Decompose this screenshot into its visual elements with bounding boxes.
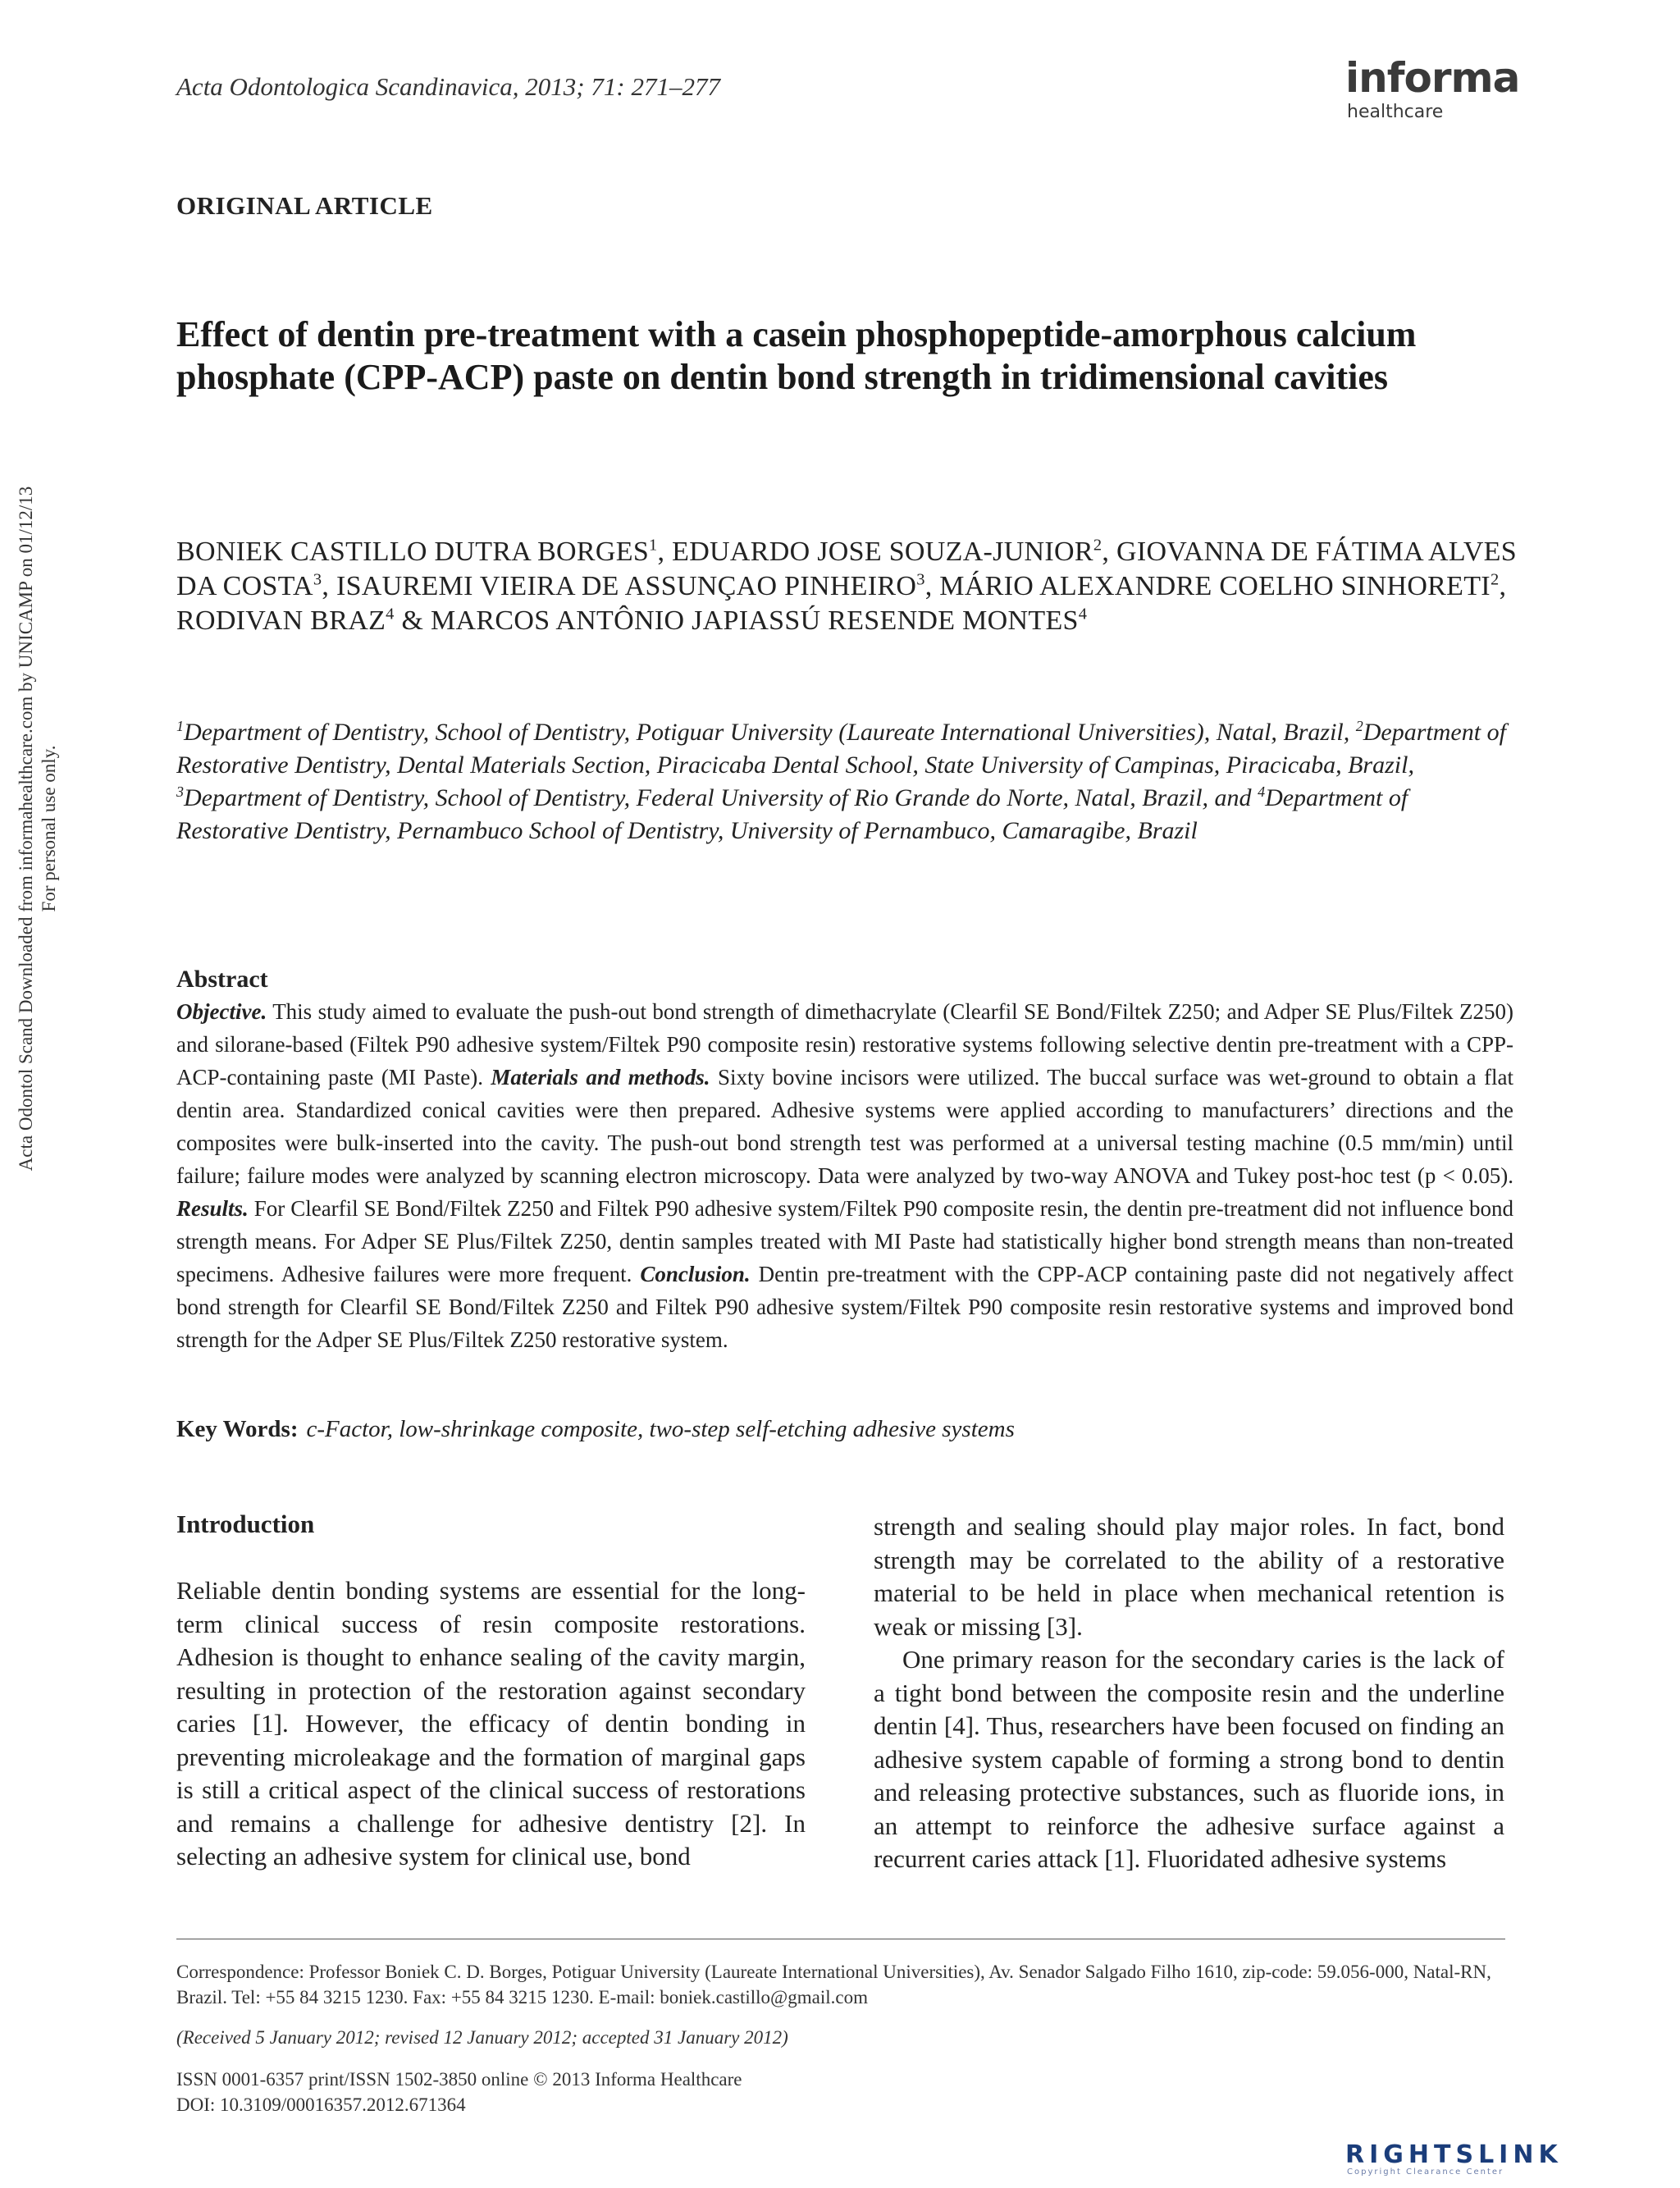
journal-reference: Acta Odontologica Scandinavica, 2013; 71: 271–277 bbox=[176, 72, 720, 101]
keywords bbox=[176, 1416, 1015, 1443]
left-column bbox=[176, 1574, 806, 1874]
author-affil-marker: 2 bbox=[1093, 536, 1102, 555]
author-name: , GIOVANNA DE FÁTIMA ALVES DA COSTA bbox=[176, 537, 1517, 601]
author-name: , RODIVAN BRAZ bbox=[176, 571, 1507, 636]
author-name: , EDUARDO JOSE SOUZA-JUNIOR bbox=[657, 537, 1093, 567]
abstract-methods-label: Materials and methods. bbox=[491, 1065, 710, 1089]
author-affil-marker: 3 bbox=[313, 570, 322, 589]
affiliation-text: Department of Dentistry, School of Dentistry, Potiguar University (Laureate International Universities), Natal, Brazil, bbox=[184, 719, 1356, 746]
abstract-methods: Sixty bovine incisors were utilized. The buccal surface was wet-ground to obtain a flat dentin area. Standardized conical cavities were then prepared. Adhesive systems were applied according to manufacturers’ directions and the composites were bulk-inserted into the cavity. The push-out bond strength test was performed at a universal testing machine (0.5 mm/min) until failure; failure modes were analyzed by scanning electron microscopy. Data were analyzed by two-way ANOVA and Tukey post-hoc test (p < 0.05). bbox=[176, 1065, 1514, 1188]
author-affil-marker: 2 bbox=[1490, 570, 1500, 589]
author-name: , ISAUREMI VIEIRA DE ASSUNÇAO PINHEIRO bbox=[322, 571, 917, 601]
author-name: , MÁRIO ALEXANDRE COELHO SINHORETI bbox=[924, 571, 1491, 601]
rightslink-logo[interactable] bbox=[1345, 2140, 1563, 2177]
abstract-heading: Abstract bbox=[176, 966, 268, 993]
affil-marker: 2 bbox=[1355, 718, 1363, 734]
received-dates: (Received 5 January 2012; revised 12 January 2012; accepted 31 January 2012) bbox=[176, 2027, 788, 2048]
logo-main-text: informa bbox=[1345, 54, 1520, 102]
doi-line: DOI: 10.3109/00016357.2012.671364 bbox=[176, 2094, 466, 2115]
rightslink-main-text: RIGHTSLINK bbox=[1345, 2140, 1563, 2169]
right-column bbox=[874, 1510, 1504, 1876]
issn-line: ISSN 0001-6357 print/ISSN 1502-3850 online © 2013 Informa Healthcare bbox=[176, 2069, 742, 2090]
intro-paragraph: strength and sealing should play major roles. In fact, bond strength may be correlated to the ability of a restorative material to be held in place when mechanical retention is weak or missing [3]. bbox=[874, 1512, 1504, 1641]
abstract-objective: This study aimed to evaluate the push-out bond strength of dimethacrylate (Clearfil SE Bond/Filtek Z250; and Adper SE Plus/Filtek Z250) and silorane-based (Filtek P90 adhesive system/Filtek P90 composite resin) restorative systems following selective dentin pre-treatment with a CPP-ACP-containing paste (MI Paste). bbox=[176, 999, 1513, 1089]
download-watermark bbox=[15, 164, 61, 1493]
affiliation-text: Department of Dentistry, School of Dentistry, Federal University of Rio Grande do Norte, Natal, Brazil, and bbox=[184, 784, 1258, 811]
intro-paragraph: One primary reason for the secondary caries is the lack of a tight bond between the composite resin and the underline dentin [4]. Thus, researchers have been focused on finding an adhesive system capable of forming a strong bond to dentin and releasing protective substances, such as fluoride ions, in an attempt to reinforce the adhesive surface against a recurrent caries attack [1]. Fluoridated adhesive systems bbox=[874, 1645, 1504, 1873]
abstract-results-label: Results. bbox=[176, 1196, 249, 1221]
abstract-body bbox=[176, 995, 1513, 1356]
affil-marker: 1 bbox=[176, 718, 184, 734]
affiliation-text: Department of Restorative Dentistry, Dental Materials Section, Piracicaba Dental School, State University of Campinas, Piracicaba, Brazil, bbox=[176, 719, 1506, 779]
introduction-heading: Introduction bbox=[176, 1510, 315, 1538]
watermark-line: Acta Odontol Scand Downloaded from informahealthcare.com by UNICAMP on 01/12/13 bbox=[16, 486, 36, 1172]
author-affil-marker: 4 bbox=[1078, 605, 1088, 624]
abstract-conclusion-label: Conclusion. bbox=[640, 1262, 751, 1286]
author-affil-marker: 1 bbox=[649, 536, 658, 555]
abstract-results: For Clearfil SE Bond/Filtek Z250 and Filtek P90 adhesive system/Filtek P90 composite resin, the dentin pre-treatment did not influence bond strength means. For Adper SE Plus/Filtek Z250, dentin samples treated with MI Paste had statistically higher bond strength means than non-treated specimens. Adhesive failures were more frequent. bbox=[176, 1196, 1513, 1286]
author-name: & MARCOS ANTÔNIO JAPIASSÚ RESENDE MONTES bbox=[394, 605, 1079, 636]
logo-sub-text: healthcare bbox=[1347, 102, 1444, 122]
publication-info bbox=[176, 2067, 742, 2117]
rightslink-sub-text: Copyright Clearance Center bbox=[1347, 2167, 1504, 2177]
article-type: ORIGINAL ARTICLE bbox=[176, 191, 433, 220]
author-affil-marker: 3 bbox=[916, 570, 925, 589]
correspondence-note: Correspondence: Professor Boniek C. D. Borges, Potiguar University (Laureate International Universities), Av. Senador Salgado Filho 1610, zip-code: 59.056-000, Natal-RN, Brazil. Tel: +55 84 3215 1230. Fax: +55 84 3215 1230. E-mail: boniek.castillo@gmail.com bbox=[176, 1962, 1491, 2008]
intro-paragraph: Reliable dentin bonding systems are essential for the long-term clinical success of resin composite restorations. Adhesion is thought to enhance sealing of the cavity margin, resulting in protection of the restoration against secondary caries [1]. However, the efficacy of dentin bonding in preventing microleakage and the formation of marginal gaps is still a critical aspect of the clinical success of restorations and remains a challenge for adhesive dentistry [2]. In selecting an adhesive system for clinical use, bond bbox=[176, 1576, 806, 1871]
publisher-logo bbox=[1345, 54, 1520, 122]
affil-marker: 3 bbox=[176, 783, 184, 800]
affiliation-text: Department of Restorative Dentistry, Pernambuco School of Dentistry, University of Pernambuco, Camaragibe, Brazil bbox=[176, 784, 1408, 844]
author-name: BONIEK CASTILLO DUTRA BORGES bbox=[176, 537, 650, 567]
keywords-text: c-Factor, low-shrinkage composite, two-step self-etching adhesive systems bbox=[306, 1416, 1015, 1442]
author-affil-marker: 4 bbox=[386, 605, 395, 624]
watermark-line: For personal use only. bbox=[39, 745, 59, 912]
affiliations bbox=[176, 716, 1522, 847]
affil-marker: 4 bbox=[1258, 783, 1266, 800]
abstract-conclusion: Dentin pre-treatment with the CPP-ACP containing paste did not negatively affect bond strength for Clearfil SE Bond/Filtek Z250 and Filtek P90 adhesive system/Filtek P90 composite resin restorative systems and improved bond strength for the Adper SE Plus/Filtek Z250 restorative system. bbox=[176, 1262, 1514, 1352]
author-list bbox=[176, 535, 1522, 638]
abstract-objective-label: Objective. bbox=[176, 999, 267, 1024]
keywords-label: Key Words: bbox=[176, 1416, 299, 1442]
article-title: Effect of dentin pre-treatment with a casein phosphopeptide-amorphous calcium phosphate (CPP-ACP) paste on dentin bond strength in tridimensional cavities bbox=[176, 314, 1417, 397]
